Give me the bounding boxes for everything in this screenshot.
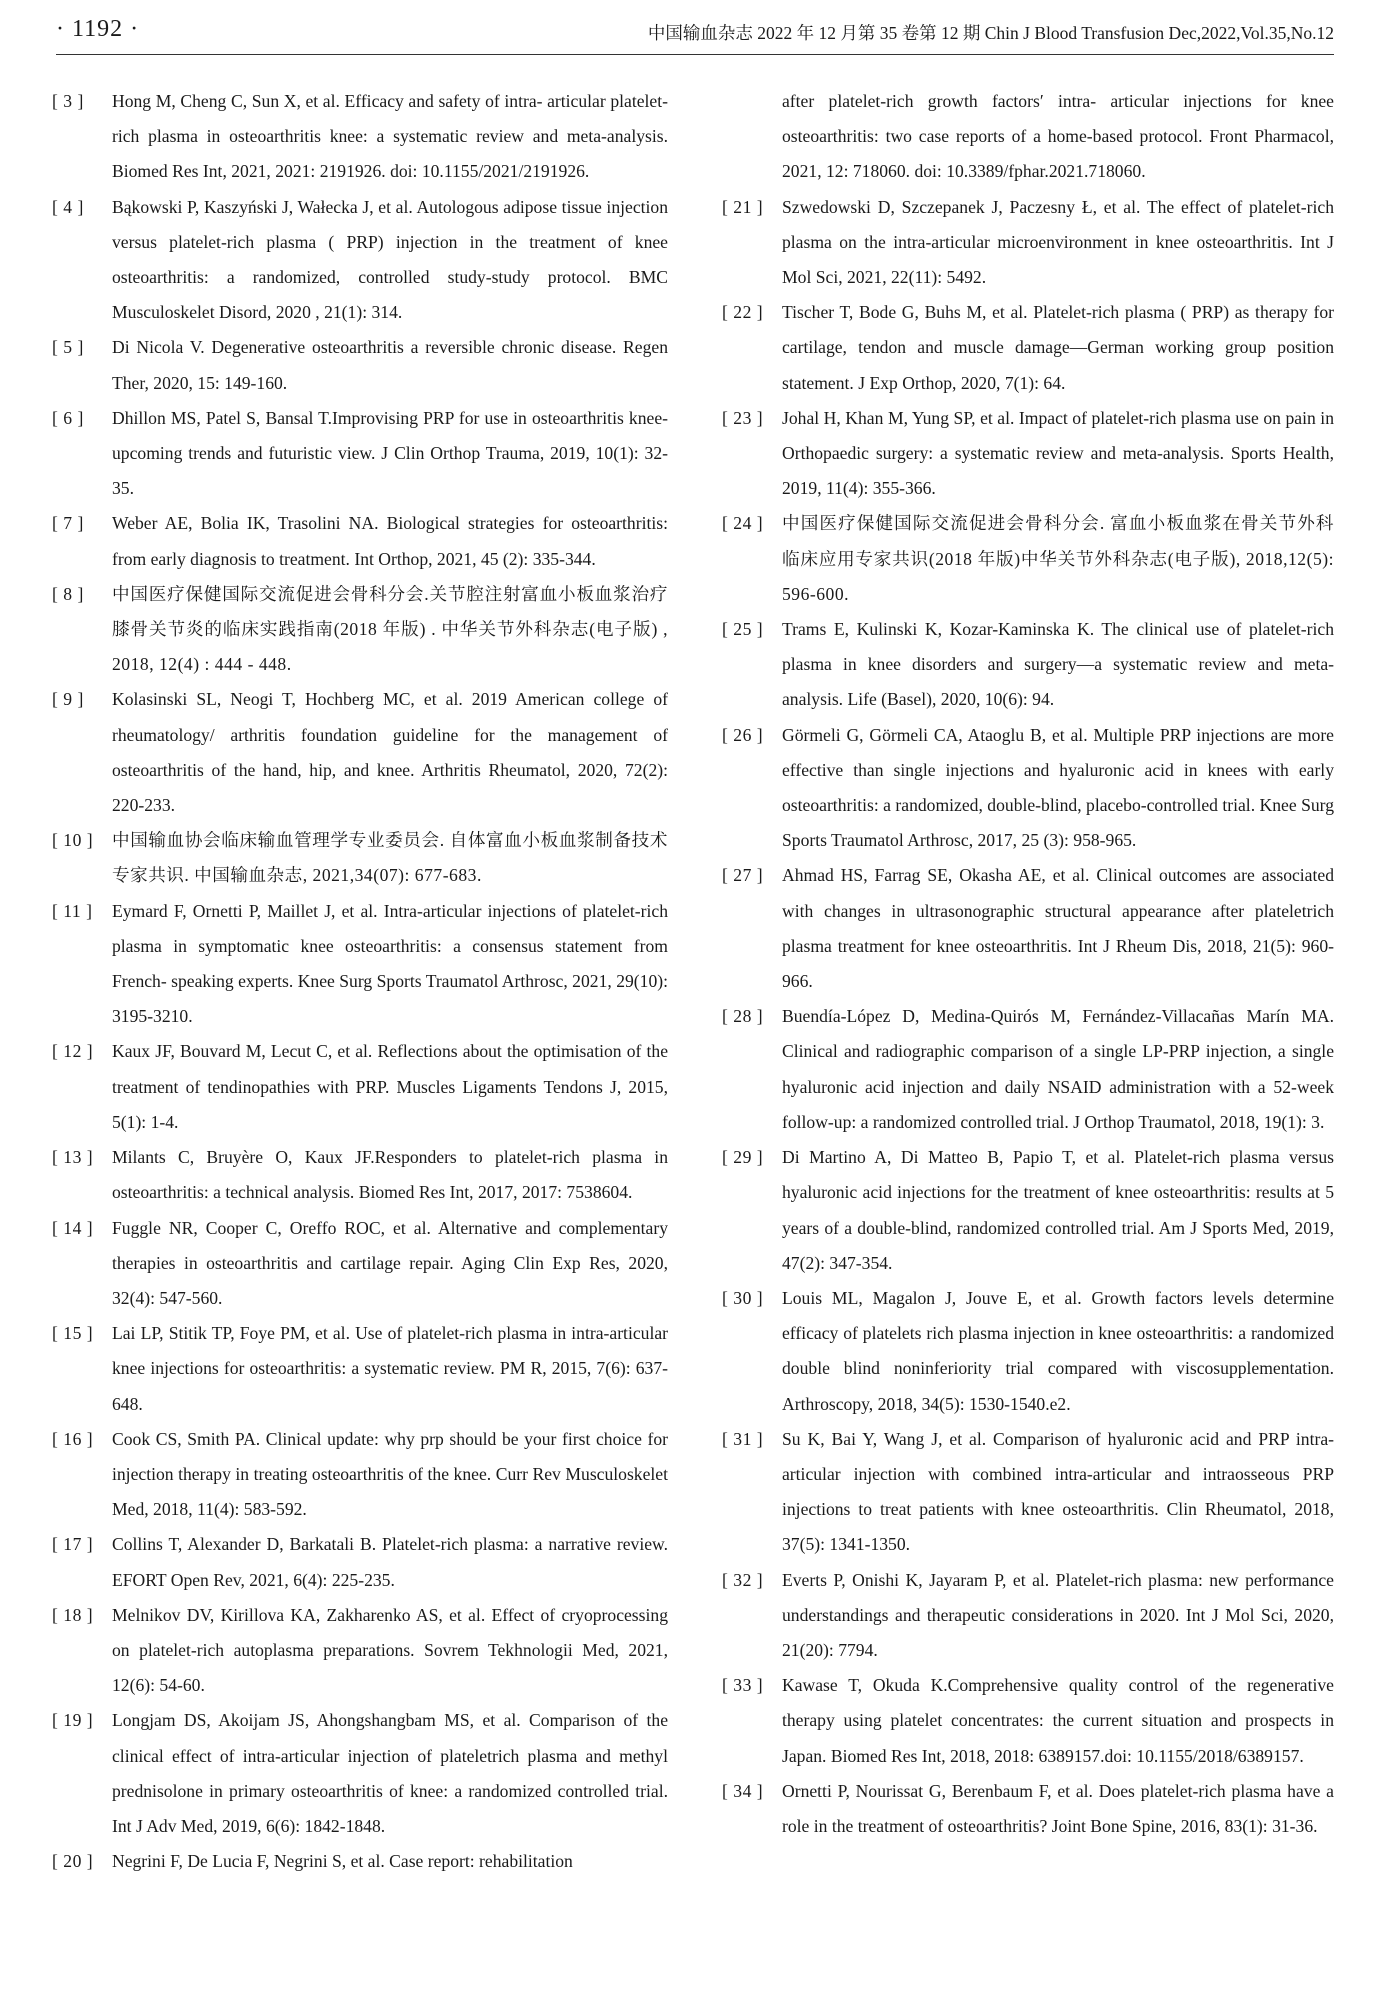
reference-item	[52, 190, 668, 331]
reference-number: [ 24 ]	[722, 506, 780, 541]
reference-number: [ 16 ]	[52, 1422, 110, 1457]
reference-item	[52, 1140, 668, 1210]
page-number: · 1192 ·	[56, 16, 140, 42]
reference-text: Görmeli G, Görmeli CA, Ataoglu B, et al. Multiple PRP injections are more effective than single injections and hyaluronic acid in knees with early osteoarthritis: a randomized, double-blind, placebo-controlled trial. Knee Surg Sports Traumatol Arthrosc, 2017, 25 (3): 958-965.	[782, 724, 1334, 851]
reference-number: [ 13 ]	[52, 1140, 110, 1175]
reference-text: 中国医疗保健国际交流促进会骨科分会. 富血小板血浆在骨关节外科临床应用专家共识(2018 年版)中华关节外科杂志(电子版), 2018,12(5): 596-600.	[782, 513, 1334, 604]
reference-item	[722, 612, 1334, 718]
reference-text: Everts P, Onishi K, Jayaram P, et al. Platelet-rich plasma: new performance understandings and therapeutic considerations in 2020. Int J Mol Sci, 2020, 21(20): 7794.	[782, 1569, 1334, 1660]
reference-text: Su K, Bai Y, Wang J, et al. Comparison of hyaluronic acid and PRP intra-articular injection with combined intra-articular and intraosseous PRP injections to treat patients with knee osteoarthritis. Clin Rheumatol, 2018, 37(5): 1341-1350.	[782, 1428, 1334, 1555]
reference-item	[52, 1034, 668, 1140]
reference-text: Collins T, Alexander D, Barkatali B. Platelet-rich plasma: a narrative review. EFORT Open Rev, 2021, 6(4): 225-235.	[112, 1534, 668, 1590]
reference-text: Ahmad HS, Farrag SE, Okasha AE, et al. Clinical outcomes are associated with changes in ultrasonographic structural appearance after plateletrich plasma treatment for knee osteoarthritis. Int J Rheum Dis, 2018, 21(5): 960-966.	[782, 865, 1334, 992]
reference-item	[722, 1140, 1334, 1281]
reference-item	[722, 718, 1334, 859]
reference-text: 中国输血协会临床输血管理学专业委员会. 自体富血小板血浆制备技术专家共识. 中国输血杂志, 2021,34(07): 677-683.	[112, 830, 668, 886]
reference-number: [ 22 ]	[722, 295, 780, 330]
reference-item	[52, 1598, 668, 1704]
reference-text: Bąkowski P, Kaszyński J, Wałecka J, et al. Autologous adipose tissue injection versus platelet-rich plasma ( PRP) injection in the treatment of knee osteoarthritis: a randomized, controlled study-study protocol. BMC Musculoskelet Disord, 2020 , 21(1): 314.	[112, 196, 668, 323]
reference-number: [ 14 ]	[52, 1211, 110, 1246]
reference-item	[52, 330, 668, 400]
references-right-column	[722, 84, 1334, 1844]
reference-text: Di Martino A, Di Matteo B, Papio T, et al. Platelet-rich plasma versus hyaluronic acid injections for the treatment of knee osteoarthritis: results at 5 years of a double-blind, randomized controlled trial. Am J Sports Med, 2019, 47(2): 347-354.	[782, 1147, 1334, 1273]
reference-item	[52, 506, 668, 576]
reference-number: [ 3 ]	[52, 84, 110, 119]
reference-text: Lai LP, Stitik TP, Foye PM, et al. Use of platelet-rich plasma in intra-articular knee injections for osteoarthritis: a systematic review. PM R, 2015, 7(6): 637-648.	[112, 1323, 668, 1414]
reference-text: Kolasinski SL, Neogi T, Hochberg MC, et al. 2019 American college of rheumatology/ arthritis foundation guideline for the management of osteoarthritis of the hand, hip, and knee. Arthritis Rheumatol, 2020, 72(2): 220-233.	[112, 689, 668, 816]
reference-20-continuation: after platelet-rich growth factors′ intra- articular injections for knee osteoarthritis: two case reports of a home-based protocol. Front Pharmacol, 2021, 12: 718060. doi: 10.3389/fphar.2021.718060.	[782, 91, 1334, 182]
reference-text: Negrini F, De Lucia F, Negrini S, et al. Case report: rehabilitation	[112, 1851, 573, 1872]
reference-number: [ 17 ]	[52, 1527, 110, 1562]
reference-item	[722, 1563, 1334, 1669]
reference-number: [ 7 ]	[52, 506, 110, 541]
reference-item	[52, 823, 668, 893]
reference-number: [ 8 ]	[52, 577, 110, 612]
reference-number: [ 31 ]	[722, 1422, 780, 1457]
reference-number: [ 28 ]	[722, 999, 780, 1034]
reference-text: Kawase T, Okuda K.Comprehensive quality control of the regenerative therapy using platelet concentrates: the current situation and prospects in Japan. Biomed Res Int, 2018, 2018: 6389157.doi: 10.1155/2018/6389157.	[782, 1675, 1334, 1766]
reference-number: [ 11 ]	[52, 894, 110, 929]
reference-text: Weber AE, Bolia IK, Trasolini NA. Biological strategies for osteoarthritis: from early diagnosis to treatment. Int Orthop, 2021, 45 (2): 335-344.	[112, 513, 668, 569]
reference-number: [ 9 ]	[52, 682, 110, 717]
reference-number: [ 29 ]	[722, 1140, 780, 1175]
reference-text: Ornetti P, Nourissat G, Berenbaum F, et al. Does platelet-rich plasma have a role in the treatment of osteoarthritis? Joint Bone Spine, 2016, 83(1): 31-36.	[782, 1780, 1334, 1836]
reference-text: Eymard F, Ornetti P, Maillet J, et al. Intra-articular injections of platelet-rich plasma in symptomatic knee osteoarthritis: a consensus statement from French- speaking experts. Knee Surg Sports Traumatol Arthrosc, 2021, 29(10): 3195-3210.	[112, 900, 668, 1027]
reference-text: 中国医疗保健国际交流促进会骨科分会.关节腔注射富血小板血浆治疗膝骨关节炎的临床实践指南(2018 年版) . 中华关节外科杂志(电子版) , 2018, 12(4) : 444 - 448.	[112, 583, 668, 675]
reference-item	[722, 190, 1334, 296]
reference-item	[722, 295, 1334, 401]
reference-text: Kaux JF, Bouvard M, Lecut C, et al. Reflections about the optimisation of the treatment of tendinopathies with PRP. Muscles Ligaments Tendons J, 2015, 5(1): 1-4.	[112, 1041, 668, 1132]
reference-number: [ 26 ]	[722, 718, 780, 753]
reference-number: [ 4 ]	[52, 190, 110, 225]
reference-item	[52, 1527, 668, 1597]
reference-text: Szwedowski D, Szczepanek J, Paczesny Ł, et al. The effect of platelet-rich plasma on the intra-articular microenvironment in knee osteoarthritis. Int J Mol Sci, 2021, 22(11): 5492.	[782, 196, 1334, 288]
reference-number: [ 15 ]	[52, 1316, 110, 1351]
reference-number: [ 34 ]	[722, 1774, 780, 1809]
reference-text: Louis ML, Magalon J, Jouve E, et al. Growth factors levels determine efficacy of platelets rich plasma injection in knee osteoarthritis: a randomized double blind noninferiority trial compared with viscosupplementation. Arthroscopy, 2018, 34(5): 1530-1540.e2.	[782, 1287, 1334, 1414]
reference-item	[722, 858, 1334, 999]
reference-number: [ 30 ]	[722, 1281, 780, 1316]
reference-text: Melnikov DV, Kirillova KA, Zakharenko AS, et al. Effect of cryoprocessing on platelet-rich autoplasma preparations. Sovrem Tekhnologii Med, 2021, 12(6): 54-60.	[112, 1604, 668, 1696]
reference-number: [ 25 ]	[722, 612, 780, 647]
journal-running-title: 中国输血杂志 2022 年 12 月第 35 卷第 12 期 Chin J Blood Transfusion Dec,2022,Vol.35,No.12	[647, 23, 1334, 43]
reference-item	[52, 894, 668, 1035]
reference-text: Tischer T, Bode G, Buhs M, et al. Platelet-rich plasma ( PRP) as therapy for cartilage, tendon and muscle damage—German working group position statement. J Exp Orthop, 2020, 7(1): 64.	[782, 302, 1334, 393]
reference-item	[52, 577, 668, 683]
reference-text: Hong M, Cheng C, Sun X, et al. Efficacy and safety of intra- articular platelet-rich plasma in osteoarthritis knee: a systematic review and meta-analysis. Biomed Res Int, 2021, 2021: 2191926. doi: 10.1155/2021/2191926.	[112, 91, 668, 182]
reference-item	[52, 1844, 668, 1879]
reference-text: Longjam DS, Akoijam JS, Ahongshangbam MS, et al. Comparison of the clinical effect of intra-articular injection of plateletrich plasma and methyl prednisolone in primary osteoarthritis of knee: a randomized controlled trial. Int J Adv Med, 2019, 6(6): 1842-1848.	[112, 1710, 668, 1836]
reference-item	[52, 1211, 668, 1317]
reference-number: [ 18 ]	[52, 1598, 110, 1633]
reference-number: [ 10 ]	[52, 823, 110, 858]
reference-number: [ 6 ]	[52, 401, 110, 436]
reference-text: Johal H, Khan M, Yung SP, et al. Impact of platelet-rich plasma use on pain in Orthopaedic surgery: a systematic review and meta-analysis. Sports Health, 2019, 11(4): 355-366.	[782, 407, 1334, 499]
reference-item	[52, 401, 668, 507]
reference-item	[52, 1703, 668, 1844]
reference-item	[722, 1422, 1334, 1563]
reference-number: [ 5 ]	[52, 330, 110, 365]
reference-text: Trams E, Kulinski K, Kozar-Kaminska K. The clinical use of platelet-rich plasma in knee disorders and surgery—a systematic review and meta-analysis. Life (Basel), 2020, 10(6): 94.	[782, 619, 1334, 710]
reference-item	[722, 1281, 1334, 1422]
reference-text: Buendía-López D, Medina-Quirós M, Fernández-Villacañas Marín MA. Clinical and radiographic comparison of a single LP-PRP injection, a single hyaluronic acid injection and daily NSAID administration with a 52-week follow-up: a randomized controlled trial. J Orthop Traumatol, 2018, 19(1): 3.	[782, 1006, 1334, 1132]
reference-item	[722, 1668, 1334, 1774]
references-left-column	[52, 84, 668, 1879]
reference-number: [ 27 ]	[722, 858, 780, 893]
reference-text: Milants C, Bruyère O, Kaux JF.Responders to platelet-rich plasma in osteoarthritis: a technical analysis. Biomed Res Int, 2017, 2017: 7538604.	[112, 1147, 668, 1203]
reference-item	[722, 1774, 1334, 1844]
reference-text: Fuggle NR, Cooper C, Oreffo ROC, et al. Alternative and complementary therapies in osteoarthritis and cartilage repair. Aging Clin Exp Res, 2020, 32(4): 547-560.	[112, 1217, 668, 1308]
page-header	[56, 14, 1334, 55]
reference-number: [ 19 ]	[52, 1703, 110, 1738]
reference-item	[52, 1316, 668, 1422]
reference-number: [ 12 ]	[52, 1034, 110, 1069]
reference-number: [ 21 ]	[722, 190, 780, 225]
reference-item	[52, 1422, 668, 1528]
reference-number: [ 32 ]	[722, 1563, 780, 1598]
reference-number: [ 23 ]	[722, 401, 780, 436]
reference-text: Cook CS, Smith PA. Clinical update: why prp should be your first choice for injection therapy in treating osteoarthritis of the knee. Curr Rev Musculoskelet Med, 2018, 11(4): 583-592.	[112, 1428, 668, 1520]
reference-text: Dhillon MS, Patel S, Bansal T.Improvising PRP for use in osteoarthritis knee- upcoming trends and futuristic view. J Clin Orthop Trauma, 2019, 10(1): 32-35.	[112, 407, 668, 499]
reference-number: [ 20 ]	[52, 1844, 110, 1879]
reference-item	[52, 682, 668, 823]
reference-item	[722, 999, 1334, 1140]
reference-item	[52, 84, 668, 190]
reference-text: Di Nicola V. Degenerative osteoarthritis a reversible chronic disease. Regen Ther, 2020, 15: 149-160.	[112, 337, 668, 393]
reference-item	[722, 506, 1334, 612]
reference-number: [ 33 ]	[722, 1668, 780, 1703]
reference-item	[722, 401, 1334, 507]
